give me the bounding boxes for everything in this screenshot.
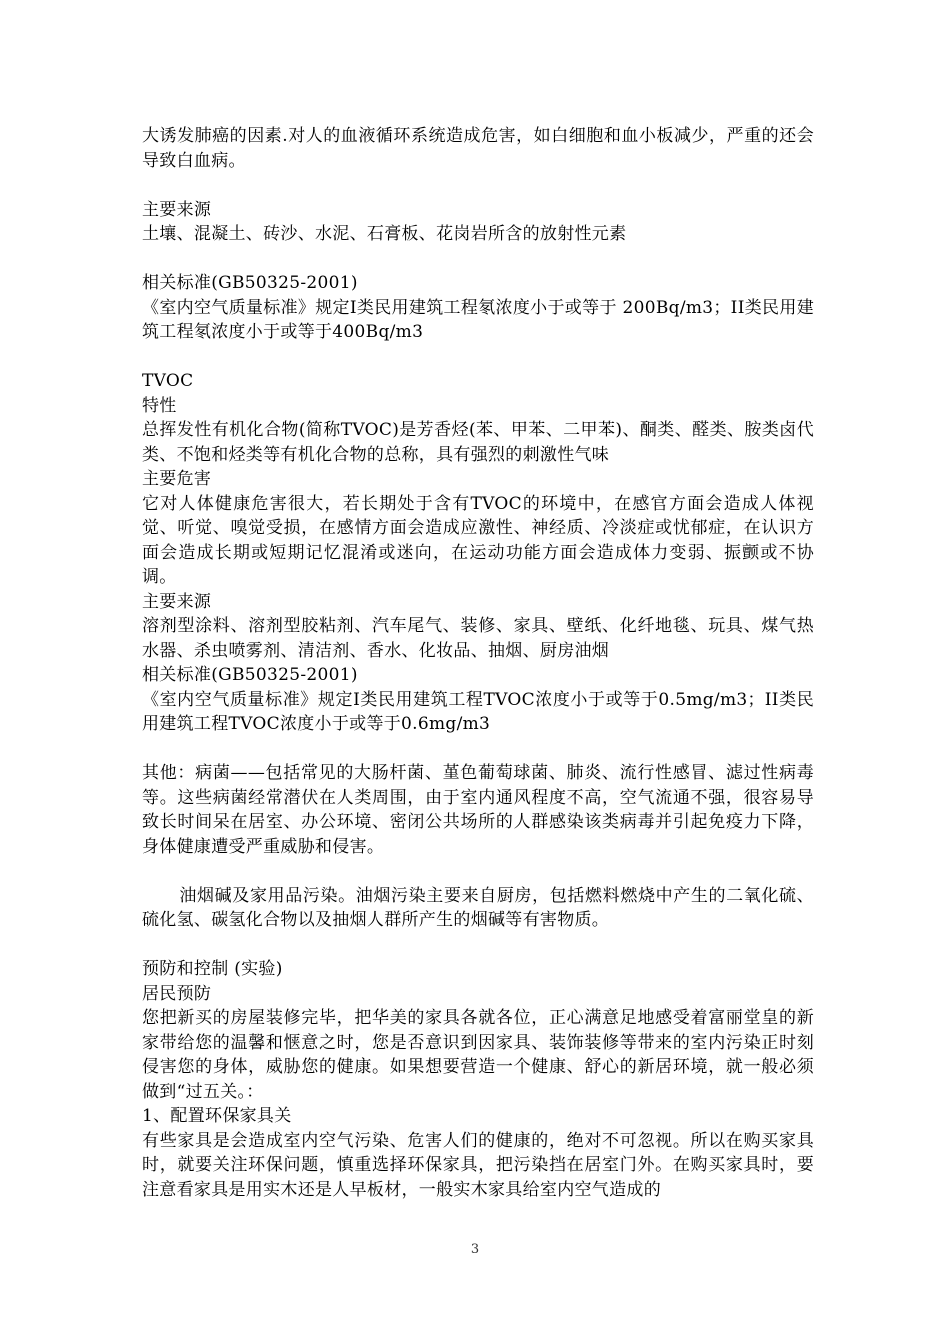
heading-tvoc-standard: 相关标准(GB50325-2001): [142, 665, 358, 685]
heading-resident-prevention: 居民预防: [142, 983, 212, 1004]
paragraph-other-germs: 其他：病菌——包括常见的大肠杆菌、堇色葡萄球菌、肺炎、流行性感冒、滤过性病毒等。这些病菌经常潜伏在人类周围，由于室内通风程度不高，空气流通不强，很容易导致长时间呆在居室、办公环境、密闭公共场所的人群感染该类病毒并引起免疫力下降，身体健康遭受严重威胁和侵害。: [142, 763, 814, 857]
paragraph-tvoc-harm: 它对人体健康危害很大，若长期处于含有TVOC的环境中，在感官方面会造成人体视觉、听觉、嗅觉受损，在感情方面会造成应激性、神经质、冷淡症或忧郁症，在认识方面会造成长期或短期记忆混淆或迷向，在运动功能方面会造成体力变弱、振颤或不协调。: [142, 493, 814, 587]
heading-tvoc-properties: 特性: [142, 395, 177, 416]
paragraph-oil-smoke: 油烟碱及家用品污染。油烟污染主要来自厨房，包括燃料燃烧中产生的二氧化硫、硫化氢、碳氢化合物以及抽烟人群所产生的烟碱等有害物质。: [142, 885, 814, 930]
paragraph-gap: [142, 933, 814, 958]
heading-eco-furniture: 1、配置环保家具关: [142, 1106, 292, 1126]
paragraph-tvoc-standard: 《室内空气质量标准》规定Ⅰ类民用建筑工程TVOC浓度小于或等于0.5mg/m3；II类民用建筑工程TVOC浓度小于或等于0.6mg/m3: [142, 689, 814, 734]
paragraph-gap: [142, 173, 814, 198]
paragraph-gap: [142, 737, 814, 762]
document-body: [142, 124, 814, 1202]
paragraph-radon-standard: 《室内空气质量标准》规定Ⅰ类民用建筑工程氡浓度小于或等于 200Bq/m3；II类民用建筑工程氡浓度小于或等于400Bq/m3: [142, 297, 814, 342]
paragraph-gap: [142, 247, 814, 272]
heading-tvoc: TVOC: [142, 371, 194, 391]
paragraph-gap: [142, 345, 814, 370]
heading-tvoc-harm: 主要危害: [142, 469, 212, 489]
paragraph-gap: [142, 859, 814, 884]
page-number: 3: [470, 1242, 480, 1257]
paragraph-tvoc-properties: 总挥发性有机化合物(简称TVOC)是芳香烃(苯、甲苯、二甲苯)、酮类、醛类、胺类卤代类、不饱和烃类等有机化合物的总称，具有强烈的刺激性气味: [142, 420, 814, 465]
heading-radon-standard: 相关标准(GB50325-2001): [142, 273, 358, 293]
heading-radon-sources: 主要来源: [142, 199, 212, 220]
paragraph-radon-harm-cont: 大诱发肺癌的因素.对人的血液循环系统造成危害，如白细胞和血小板减少，严重的还会导致白血病。: [142, 126, 814, 171]
paragraph-tvoc-sources: 溶剂型涂料、溶剂型胶粘剂、汽车尾气、装修、家具、壁纸、化纤地毯、玩具、煤气热水器、杀虫喷雾剂、清洁剂、香水、化妆品、抽烟、厨房油烟: [142, 616, 814, 661]
heading-tvoc-sources: 主要来源: [142, 591, 212, 612]
paragraph-radon-sources: 土壤、混凝土、砖沙、水泥、石膏板、花岗岩所含的放射性元素: [142, 224, 627, 244]
heading-prevention: 预防和控制 (实验): [142, 959, 283, 979]
paragraph-eco-furniture: 有些家具是会造成室内空气污染、危害人们的健康的，绝对不可忽视。所以在购买家具时，就要关注环保问题，慎重选择环保家具，把污染挡在居室门外。在购买家具时，要注意看家具是用实木还是人早板材，一般实木家具给室内空气造成的: [142, 1130, 814, 1200]
paragraph-resident-intro: 您把新买的房屋装修完毕，把华美的家具各就各位，正心满意足地感受着富丽堂皇的新家带给您的温馨和惬意之时，您是否意识到因家具、装饰装修等带来的室内污染正时刻侵害您的身体，威胁您的健康。如果想要营造一个健康、舒心的新居环境，就一般必须做到“过五关。：: [142, 1008, 814, 1102]
